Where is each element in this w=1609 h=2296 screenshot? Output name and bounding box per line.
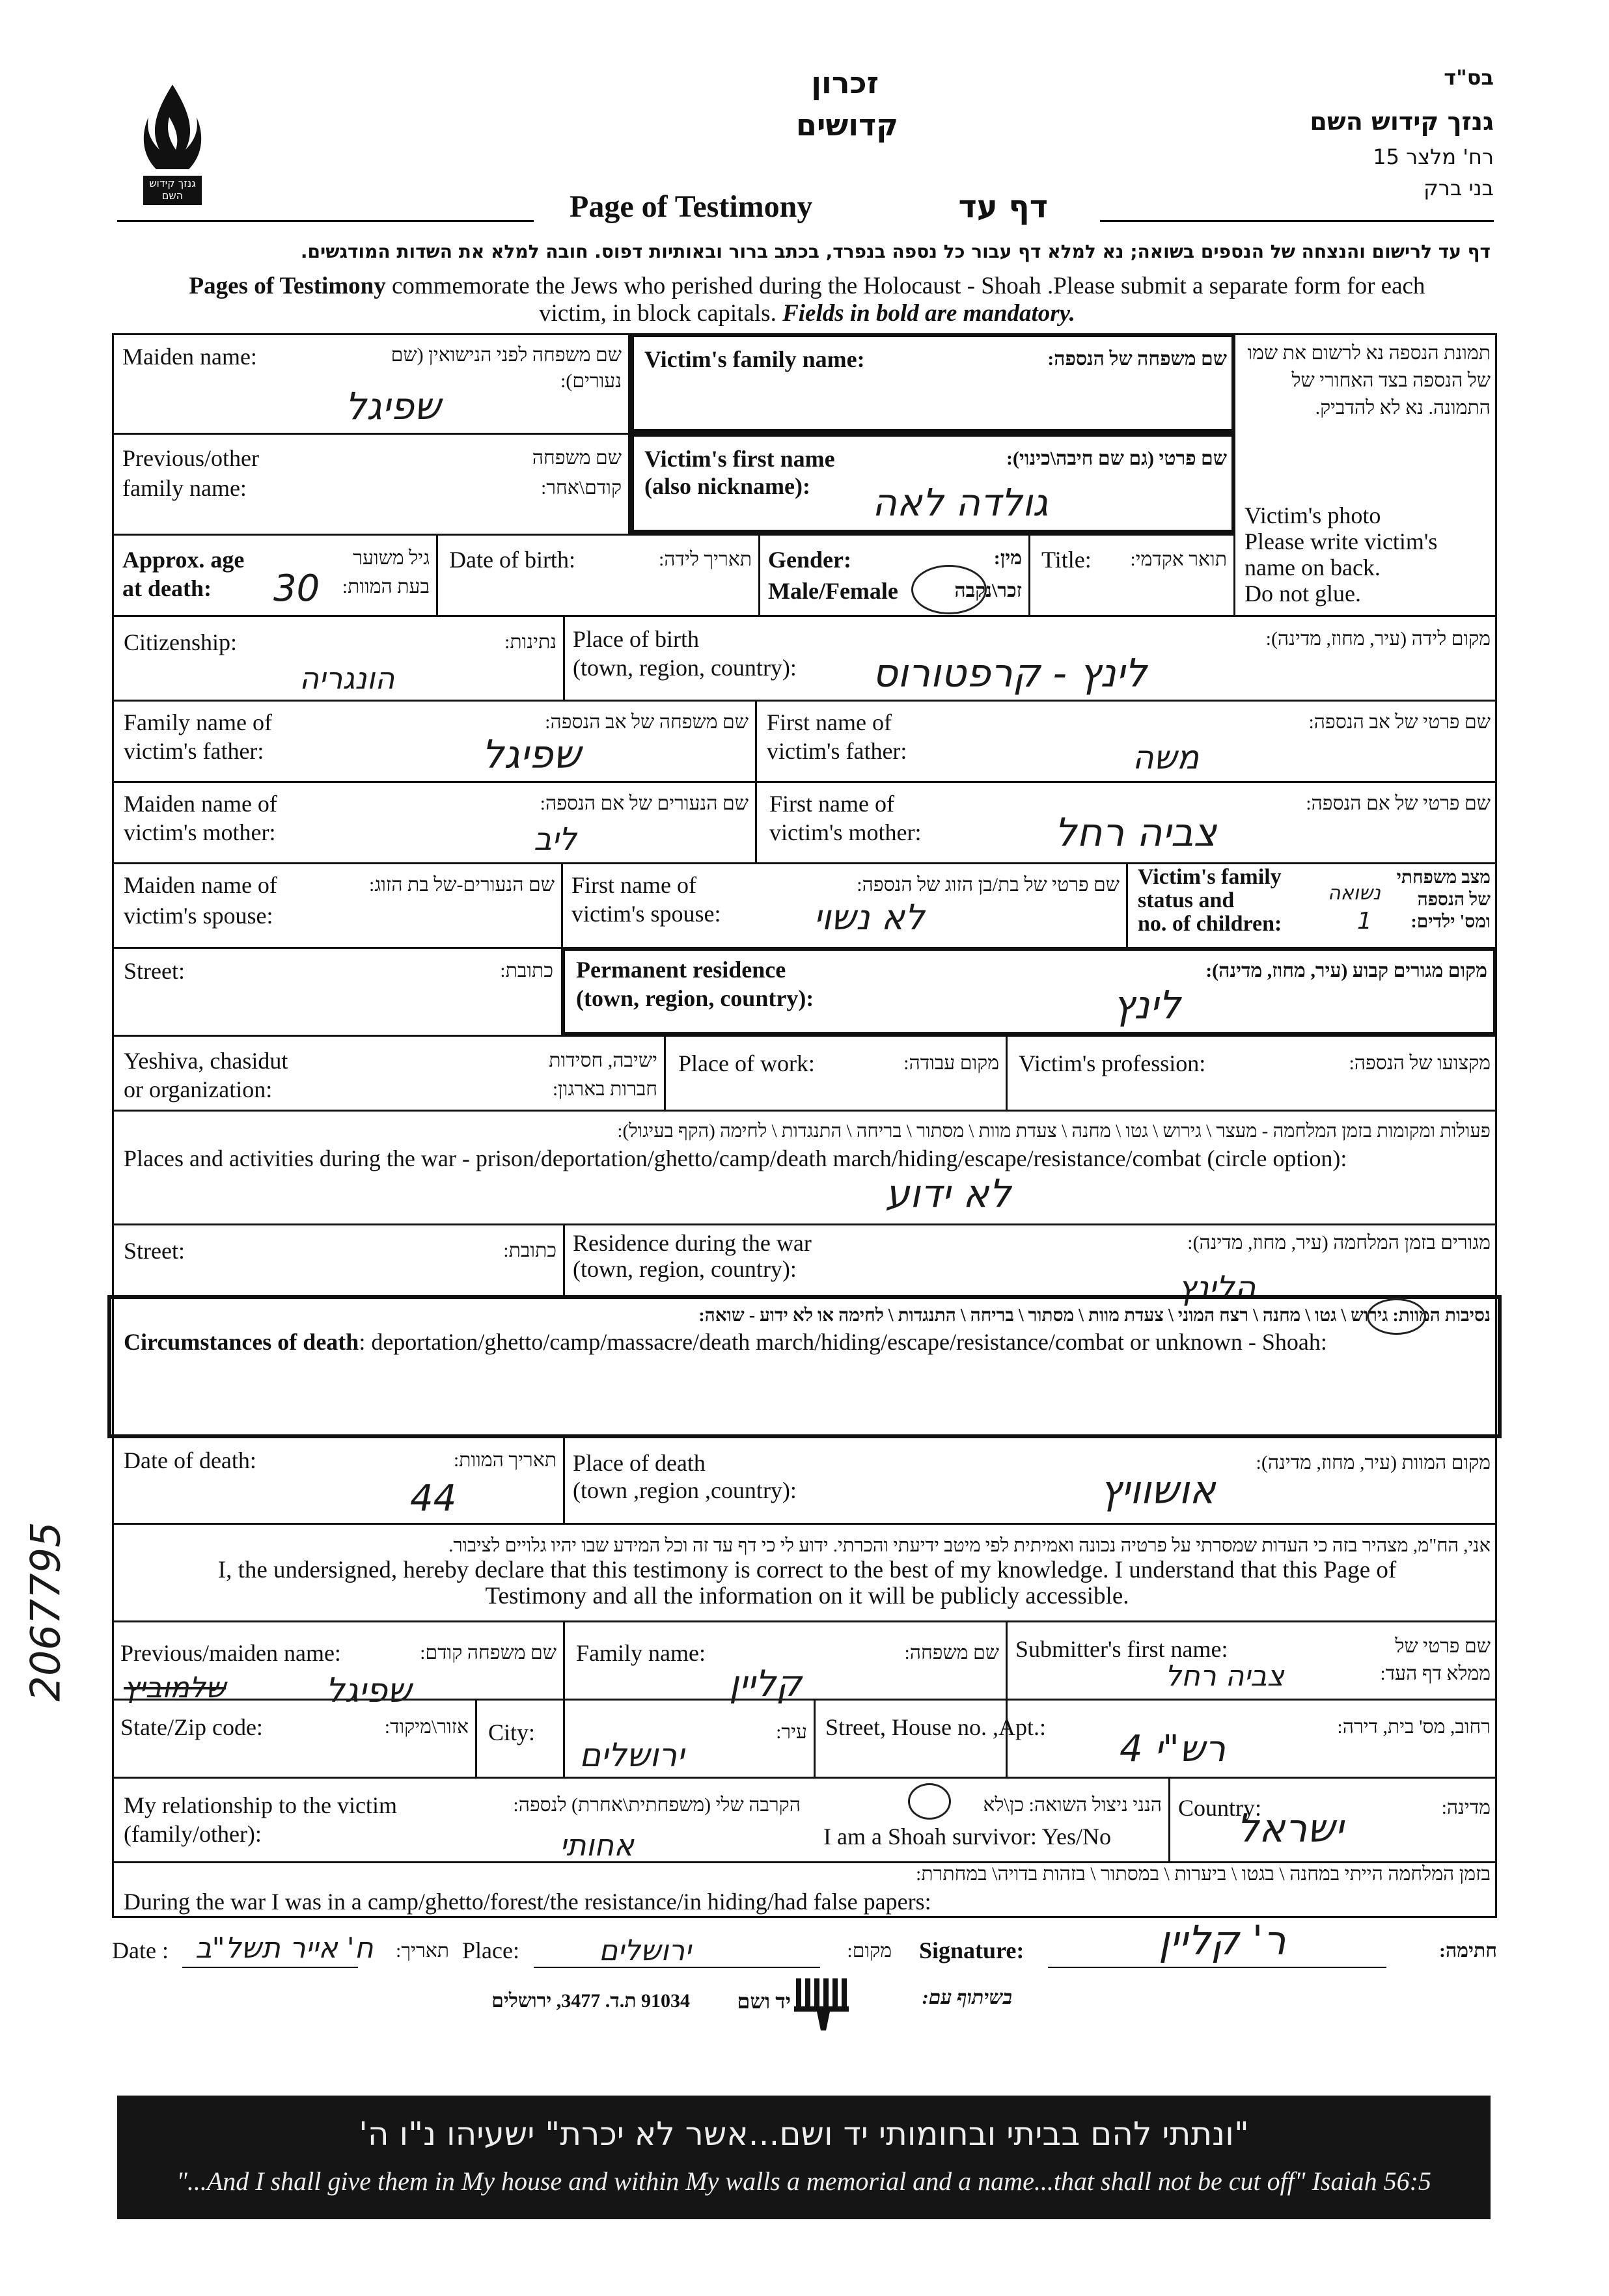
war-street-label-he: כתובת: xyxy=(503,1240,557,1261)
spouse-first-label-1: First name of xyxy=(571,872,696,898)
cooperation-label: בשיתוף עם: xyxy=(922,1987,1012,2008)
dod-label-he: תאריך המוות: xyxy=(453,1449,557,1471)
banner-english: "...And I shall give them in My house and within My walls a memorial and a name...that shall not be cut off" Isaiah 56:5 xyxy=(176,2166,1431,2196)
declaration-en-1: I, the undersigned, hereby declare that this testimony is correct to the best of my knowledge. I understand that this Page of xyxy=(217,1557,1397,1583)
dod-value: 44 xyxy=(410,1477,457,1520)
yeshiva-label-1: Yeshiva, chasidut xyxy=(124,1048,288,1074)
signature-underline xyxy=(1048,1967,1386,1968)
intro-english-2 xyxy=(124,299,1491,327)
h-rule-15 xyxy=(112,1699,1497,1701)
yad-vashem-address: 91034 ת.ד. 3477, ירושלים xyxy=(491,1990,690,2012)
gender-label-he-2: זכר\נקבה xyxy=(954,580,1022,601)
v-spouse-1 xyxy=(561,862,563,948)
mother-maiden-label-2: victim's mother: xyxy=(124,819,276,845)
h-rule-13 xyxy=(112,1523,1497,1525)
sub-first-label: Submitter's first name: xyxy=(1015,1636,1228,1662)
v-father xyxy=(755,700,757,782)
work-label: Place of work: xyxy=(678,1050,815,1076)
sub-street-label-he: רחוב, מס' בית, דירה: xyxy=(1337,1716,1491,1738)
h-rule-3 xyxy=(112,615,1497,617)
kedoshim-heading: קדושים xyxy=(795,107,898,143)
profession-label: Victim's profession: xyxy=(1019,1050,1206,1076)
title-label: Title: xyxy=(1041,547,1092,573)
sub-street-label: Street, House no. ,Apt.: xyxy=(825,1714,1046,1740)
v-sub-3 xyxy=(475,1699,477,1777)
sub-prev-label-he: שם משפחה קודם: xyxy=(420,1642,557,1663)
dob-label-he: תאריך לידה: xyxy=(658,549,752,570)
circumstances-label xyxy=(124,1328,1327,1356)
v-mother xyxy=(755,781,757,864)
family-status-value: נשואה xyxy=(1328,882,1381,905)
country-label-he: מדינה: xyxy=(1441,1797,1491,1818)
prev-name-label-2: family name: xyxy=(122,475,247,501)
sub-street-value: רש"י 4 xyxy=(1120,1728,1226,1770)
family-name-label-he: שם משפחה של הנספה: xyxy=(1047,348,1227,370)
mother-first-label-1: First name of xyxy=(769,791,894,817)
citizenship-label: Citizenship: xyxy=(124,629,237,655)
survivor-label: I am a Shoah survivor: Yes/No xyxy=(823,1824,1111,1850)
residence-label-he: מקום מגורים קבוע (עיר, מחוז, מדינה): xyxy=(1205,960,1487,981)
family-status-label-1: Victim's family xyxy=(1138,865,1282,889)
age-label-1: Approx. age xyxy=(122,547,245,573)
v-spouse-2 xyxy=(1126,862,1128,948)
family-status-label-3: no. of children: xyxy=(1138,912,1282,936)
declaration-he: אני, הח"מ, מצהיר בזה כי העדות שמסרתי על פרטיה נכונה ואמיתית לפי מיטב ידיעתי והכרתי. ידוע לי כי דף עד זה וכל המידע שבו יהיו גלויים לציבור. xyxy=(448,1535,1491,1556)
father-first-value: משה xyxy=(1133,739,1200,776)
signature-value: ר' קליין xyxy=(1159,1917,1286,1964)
father-family-label-1: Family name of xyxy=(124,709,272,735)
family-name-label: Victim's family name: xyxy=(644,346,865,372)
spouse-maiden-label-2: victim's spouse: xyxy=(124,903,273,929)
photo-label-2: Please write victim's xyxy=(1245,528,1438,554)
menorah-icon xyxy=(791,1975,856,2034)
during-war-label: During the war I was in a camp/ghetto/forest/the resistance/in hiding/had false papers: xyxy=(124,1889,931,1915)
prev-name-label-he-1: שם משפחה xyxy=(532,447,622,469)
mother-maiden-value: ליב xyxy=(534,821,577,858)
dob-label: Date of birth: xyxy=(449,547,575,573)
photo-label-1: Victim's photo xyxy=(1245,502,1381,528)
city-label: City: xyxy=(488,1719,536,1745)
h-rule-5 xyxy=(112,781,1497,783)
family-status-label-he-1: מצב משפחתי xyxy=(1396,868,1491,888)
org-name: גנזך קידוש השם xyxy=(1310,107,1494,136)
mother-first-label-he: שם פרטי של אם הנספה: xyxy=(1306,793,1491,814)
v-sub-1 xyxy=(563,1620,565,1777)
prev-name-label-he-2: קודם\אחר: xyxy=(540,477,622,499)
relationship-label-1: My relationship to the victim xyxy=(124,1792,397,1818)
dod-label: Date of death: xyxy=(124,1447,256,1473)
logo-text: גנזך קידוש השם xyxy=(149,177,196,202)
v-cit xyxy=(563,615,565,701)
photo-instructions-he: תמונת הנספה נא לרשום את שמו של הנספה בצד האחורי של התמונה. נא לא להדביק. xyxy=(1247,342,1491,418)
state-label-he: אזור\מיקוד: xyxy=(384,1716,469,1738)
archive-number: 2067795 xyxy=(21,1522,70,1702)
intro-bold-2: Fields in bold are mandatory. xyxy=(782,300,1075,327)
age-label-he-2: בעת המוות: xyxy=(342,576,430,597)
maiden-name-label: Maiden name: xyxy=(122,344,257,370)
war-residence-value: הלינץ xyxy=(1178,1269,1256,1307)
sub-prev-struck-value: שלמוביץ xyxy=(124,1671,227,1704)
residence-label-1: Permanent residence xyxy=(576,957,786,983)
bsd-label: בס"ד xyxy=(1444,65,1494,90)
h-rule-4 xyxy=(112,700,1497,702)
relationship-value: אחותי xyxy=(560,1827,634,1863)
citizenship-label-he: נתינות: xyxy=(504,631,557,653)
yeshiva-label-he-2: חברות בארגון: xyxy=(552,1078,657,1100)
v-death xyxy=(563,1438,565,1524)
declaration-en-2: Testimony and all the information on it will be publicly accessible. xyxy=(485,1583,1129,1609)
place-label: Place: xyxy=(462,1937,519,1963)
logo xyxy=(130,78,215,208)
gender-label-1: Gender: xyxy=(768,547,851,573)
relationship-label-2: (family/other): xyxy=(124,1821,262,1847)
spouse-first-label-he: שם פרטי של בת/בן הזוג של הנספה: xyxy=(857,874,1120,895)
birthplace-label-1: Place of birth xyxy=(573,626,699,652)
father-family-label-2: victim's father: xyxy=(124,738,264,764)
title-hebrew: דף עד xyxy=(958,189,1048,225)
place-label-he: מקום: xyxy=(847,1940,892,1961)
first-name-label-2: (also nickname): xyxy=(644,473,810,499)
family-status-label-he-3: ומס' ילדים: xyxy=(1410,912,1491,932)
city-value: ירושלים xyxy=(579,1736,685,1774)
date-label-he: תאריך: xyxy=(396,1940,449,1961)
sub-prev-label: Previous/maiden name: xyxy=(120,1640,341,1666)
spouse-maiden-label-he: שם הנעורים-של בת הזוג: xyxy=(369,874,555,895)
gender-label-he-1: מין: xyxy=(993,547,1022,569)
h-rule-16 xyxy=(112,1777,1497,1779)
first-name-label-he: שם פרטי (גם שם חיבה\כינוי): xyxy=(1006,448,1227,469)
gender-circle-mark xyxy=(911,565,987,614)
street-label-he: כתובת: xyxy=(500,960,553,981)
maiden-name-label-he: שם משפחה לפני הנישואין (שם נעורים): xyxy=(391,344,622,392)
place-death-label-2: (town ,region ,country): xyxy=(573,1477,797,1503)
profession-label-he: מקצועו של הנספה: xyxy=(1349,1052,1491,1074)
spouse-first-label-2: victim's spouse: xyxy=(571,901,721,927)
war-residence-label-1: Residence during the war xyxy=(573,1230,812,1256)
father-family-label-he: שם משפחה של אב הנספה: xyxy=(545,711,749,733)
birthplace-label-2: (town, region, country): xyxy=(573,655,797,681)
work-label-he: מקום עבודה: xyxy=(903,1052,999,1074)
sub-first-value: צביה רחל xyxy=(1165,1660,1284,1693)
yeshiva-label-he-1: ישיבה, חסידות xyxy=(549,1050,657,1071)
yad-vashem-name: יד ושם xyxy=(737,1989,791,2013)
sub-family-label-he: שם משפחה: xyxy=(904,1642,999,1663)
v-yeshiva xyxy=(664,1035,666,1111)
zikaron-heading: זכרון xyxy=(811,65,879,100)
survivor-circle-mark xyxy=(908,1783,951,1820)
date-underline xyxy=(182,1967,358,1968)
signature-label-he: חתימה: xyxy=(1439,1940,1497,1961)
h-rule-2 xyxy=(112,534,1233,536)
sub-family-label: Family name: xyxy=(576,1640,706,1666)
war-residence-label-2: (town, region, country): xyxy=(573,1256,797,1282)
sub-first-label-he-2: ממלא דף העד: xyxy=(1380,1663,1491,1684)
v-sub-4 xyxy=(814,1699,816,1777)
banner-hebrew: "ונתתי להם בביתי ובחומותי יד ושם...אשר לא יכרת" ישעיהו נ"ו ה' xyxy=(359,2115,1249,2153)
birthplace-value: לינץ - קרפטורוס xyxy=(872,651,1148,696)
street-label: Street: xyxy=(124,958,185,984)
first-name-label-1: Victim's first name xyxy=(644,446,835,472)
spouse-maiden-label-1: Maiden name of xyxy=(124,872,277,898)
country-value: ישראל xyxy=(1237,1806,1344,1852)
residence-label-2: (town, region, country): xyxy=(576,985,814,1011)
h-rule-6 xyxy=(112,862,1497,864)
v-war-res xyxy=(563,1223,565,1296)
intro-bold-1: Pages of Testimony xyxy=(189,273,386,299)
war-street-label: Street: xyxy=(124,1238,185,1264)
war-activities-label: Places and activities during the war - prison/deportation/ghetto/camp/death march/hiding/escape/resistance/combat (circle option): xyxy=(124,1145,1347,1171)
sub-first-label-he-1: שם פרטי של xyxy=(1395,1635,1491,1657)
intro-english-1 xyxy=(124,272,1491,300)
quote-banner xyxy=(117,2096,1491,2219)
war-activities-label-he: פעולות ומקומות בזמן המלחמה - מעצר \ גירוש \ גטו \ מחנה \ צעדת מוות \ מסתור \ בריחה \ התנגדות \ לחימה (הקף בעיגול): xyxy=(617,1121,1491,1141)
v-sub-2 xyxy=(1006,1620,1008,1777)
family-status-label-2: status and xyxy=(1138,888,1235,912)
org-address-street: רח' מלצר 15 xyxy=(1373,144,1494,169)
yad-vashem-menorah-icon xyxy=(791,1975,856,2034)
header-rule-right xyxy=(1100,220,1494,222)
mother-first-value: צביה רחל xyxy=(1054,810,1217,856)
children-value: 1 xyxy=(1357,908,1372,935)
v-sub-5 xyxy=(1168,1777,1170,1861)
war-residence-label-he: מגורים בזמן המלחמה (עיר, מחוז, מדינה): xyxy=(1187,1232,1491,1253)
place-death-label-he: מקום המוות (עיר, מחוז, מדינה): xyxy=(1256,1452,1491,1473)
circumstances-circle-mark xyxy=(1367,1298,1426,1335)
photo-label-3: name on back. xyxy=(1245,554,1381,581)
place-death-value: אושוויץ xyxy=(1100,1468,1216,1513)
place-death-label-1: Place of death xyxy=(573,1450,706,1476)
birthplace-label-he: מקום לידה (עיר, מחוז, מדינה): xyxy=(1265,628,1491,649)
circumstances-label-bold: Circumstances of death xyxy=(124,1329,359,1355)
mother-maiden-label-he: שם הנעורים של אם הנספה: xyxy=(540,793,749,814)
state-label: State/Zip code: xyxy=(120,1714,263,1740)
father-family-value: שפיגל xyxy=(482,732,581,778)
war-activities-value: לא ידוע xyxy=(885,1171,1011,1217)
intro-text-1: commemorate the Jews who perished during the Holocaust - Shoah .Please submit a separate form for each xyxy=(385,273,1425,299)
country-label: Country: xyxy=(1178,1795,1262,1821)
sub-family-value: קליין xyxy=(729,1663,802,1705)
gender-label-2: Male/Female xyxy=(768,578,898,604)
during-war-label-he: בזמן המלחמה הייתי במחנה \ בגטו \ ביערות \ במסתור \ בזהות בדויה\ במחתרת: xyxy=(915,1863,1491,1885)
place-value: ירושלים xyxy=(599,1934,691,1967)
h-rule-10 xyxy=(112,1223,1497,1225)
sub-prev-value: שפיגל xyxy=(325,1671,411,1710)
residence-value: לינץ xyxy=(1113,983,1181,1028)
yeshiva-label-2: or organization: xyxy=(124,1076,273,1102)
circumstances-label-text: : deportation/ghetto/camp/massacre/death march/hiding/escape/resistance/combat or unknown - Shoah: xyxy=(359,1329,1327,1355)
family-status-label-he-2: של הנספה xyxy=(1417,890,1491,910)
survivor-label-he: הנני ניצול השואה: כן\לא xyxy=(983,1794,1162,1816)
mother-maiden-label-1: Maiden name of xyxy=(124,791,277,817)
citizenship-value: הונגריה xyxy=(299,661,395,696)
first-name-value: גולדה לאה xyxy=(872,480,1049,525)
father-first-label-2: victim's father: xyxy=(767,738,907,764)
h-rule-1 xyxy=(112,433,630,435)
v-title xyxy=(1233,534,1235,616)
relationship-label-he: הקרבה שלי (משפחתית\אחרת) לנספה: xyxy=(513,1794,801,1816)
v-work xyxy=(1006,1035,1008,1111)
title-label-he: תואר אקדמי: xyxy=(1130,549,1227,570)
intro-text-2: victim, in block capitals. xyxy=(539,300,783,327)
org-address-city: בני ברק xyxy=(1423,176,1494,200)
title-english: Page of Testimony xyxy=(570,189,813,224)
spouse-first-value: לא נשוי xyxy=(814,897,925,938)
h-rule-14 xyxy=(112,1620,1497,1622)
age-label-he-1: גיל משוער xyxy=(353,547,430,569)
age-label-2: at death: xyxy=(122,575,212,601)
mother-first-label-2: victim's mother: xyxy=(769,819,922,845)
signature-label: Signature: xyxy=(919,1937,1025,1963)
intro-hebrew: דף עד לרישום והנצחה של הנספים בשואה; נא למלא דף עבור כל נספה בנפרד, בכתב ברור ובאותיות דפוס. חובה למלא את השדות המודגשים. xyxy=(300,241,1491,262)
prev-name-label-1: Previous/other xyxy=(122,445,259,471)
age-value: 30 xyxy=(273,567,320,610)
circumstances-label-he: נסיבות המוות: גירוש \ גטו \ מחנה \ רצח המוני \ צעדת מוות \ מסתור \ בריחה \ התנגדות \ לחימה או לא ידוע - שואה: xyxy=(698,1305,1491,1326)
father-first-label-1: First name of xyxy=(767,709,892,735)
maiden-name-value: שפיגל xyxy=(345,384,441,428)
father-first-label-he: שם פרטי של אב הנספה: xyxy=(1308,711,1491,733)
city-label-he: עיר: xyxy=(776,1721,807,1743)
v-dob xyxy=(758,534,760,616)
photo-label-4: Do not glue. xyxy=(1245,581,1361,607)
date-label: Date : xyxy=(112,1937,169,1963)
date-value: ח' אייר תשל"ב xyxy=(195,1932,374,1965)
header-rule-left xyxy=(117,220,534,222)
v-age xyxy=(436,534,438,616)
h-rule-9 xyxy=(112,1110,1497,1112)
v-gender xyxy=(1028,534,1030,616)
